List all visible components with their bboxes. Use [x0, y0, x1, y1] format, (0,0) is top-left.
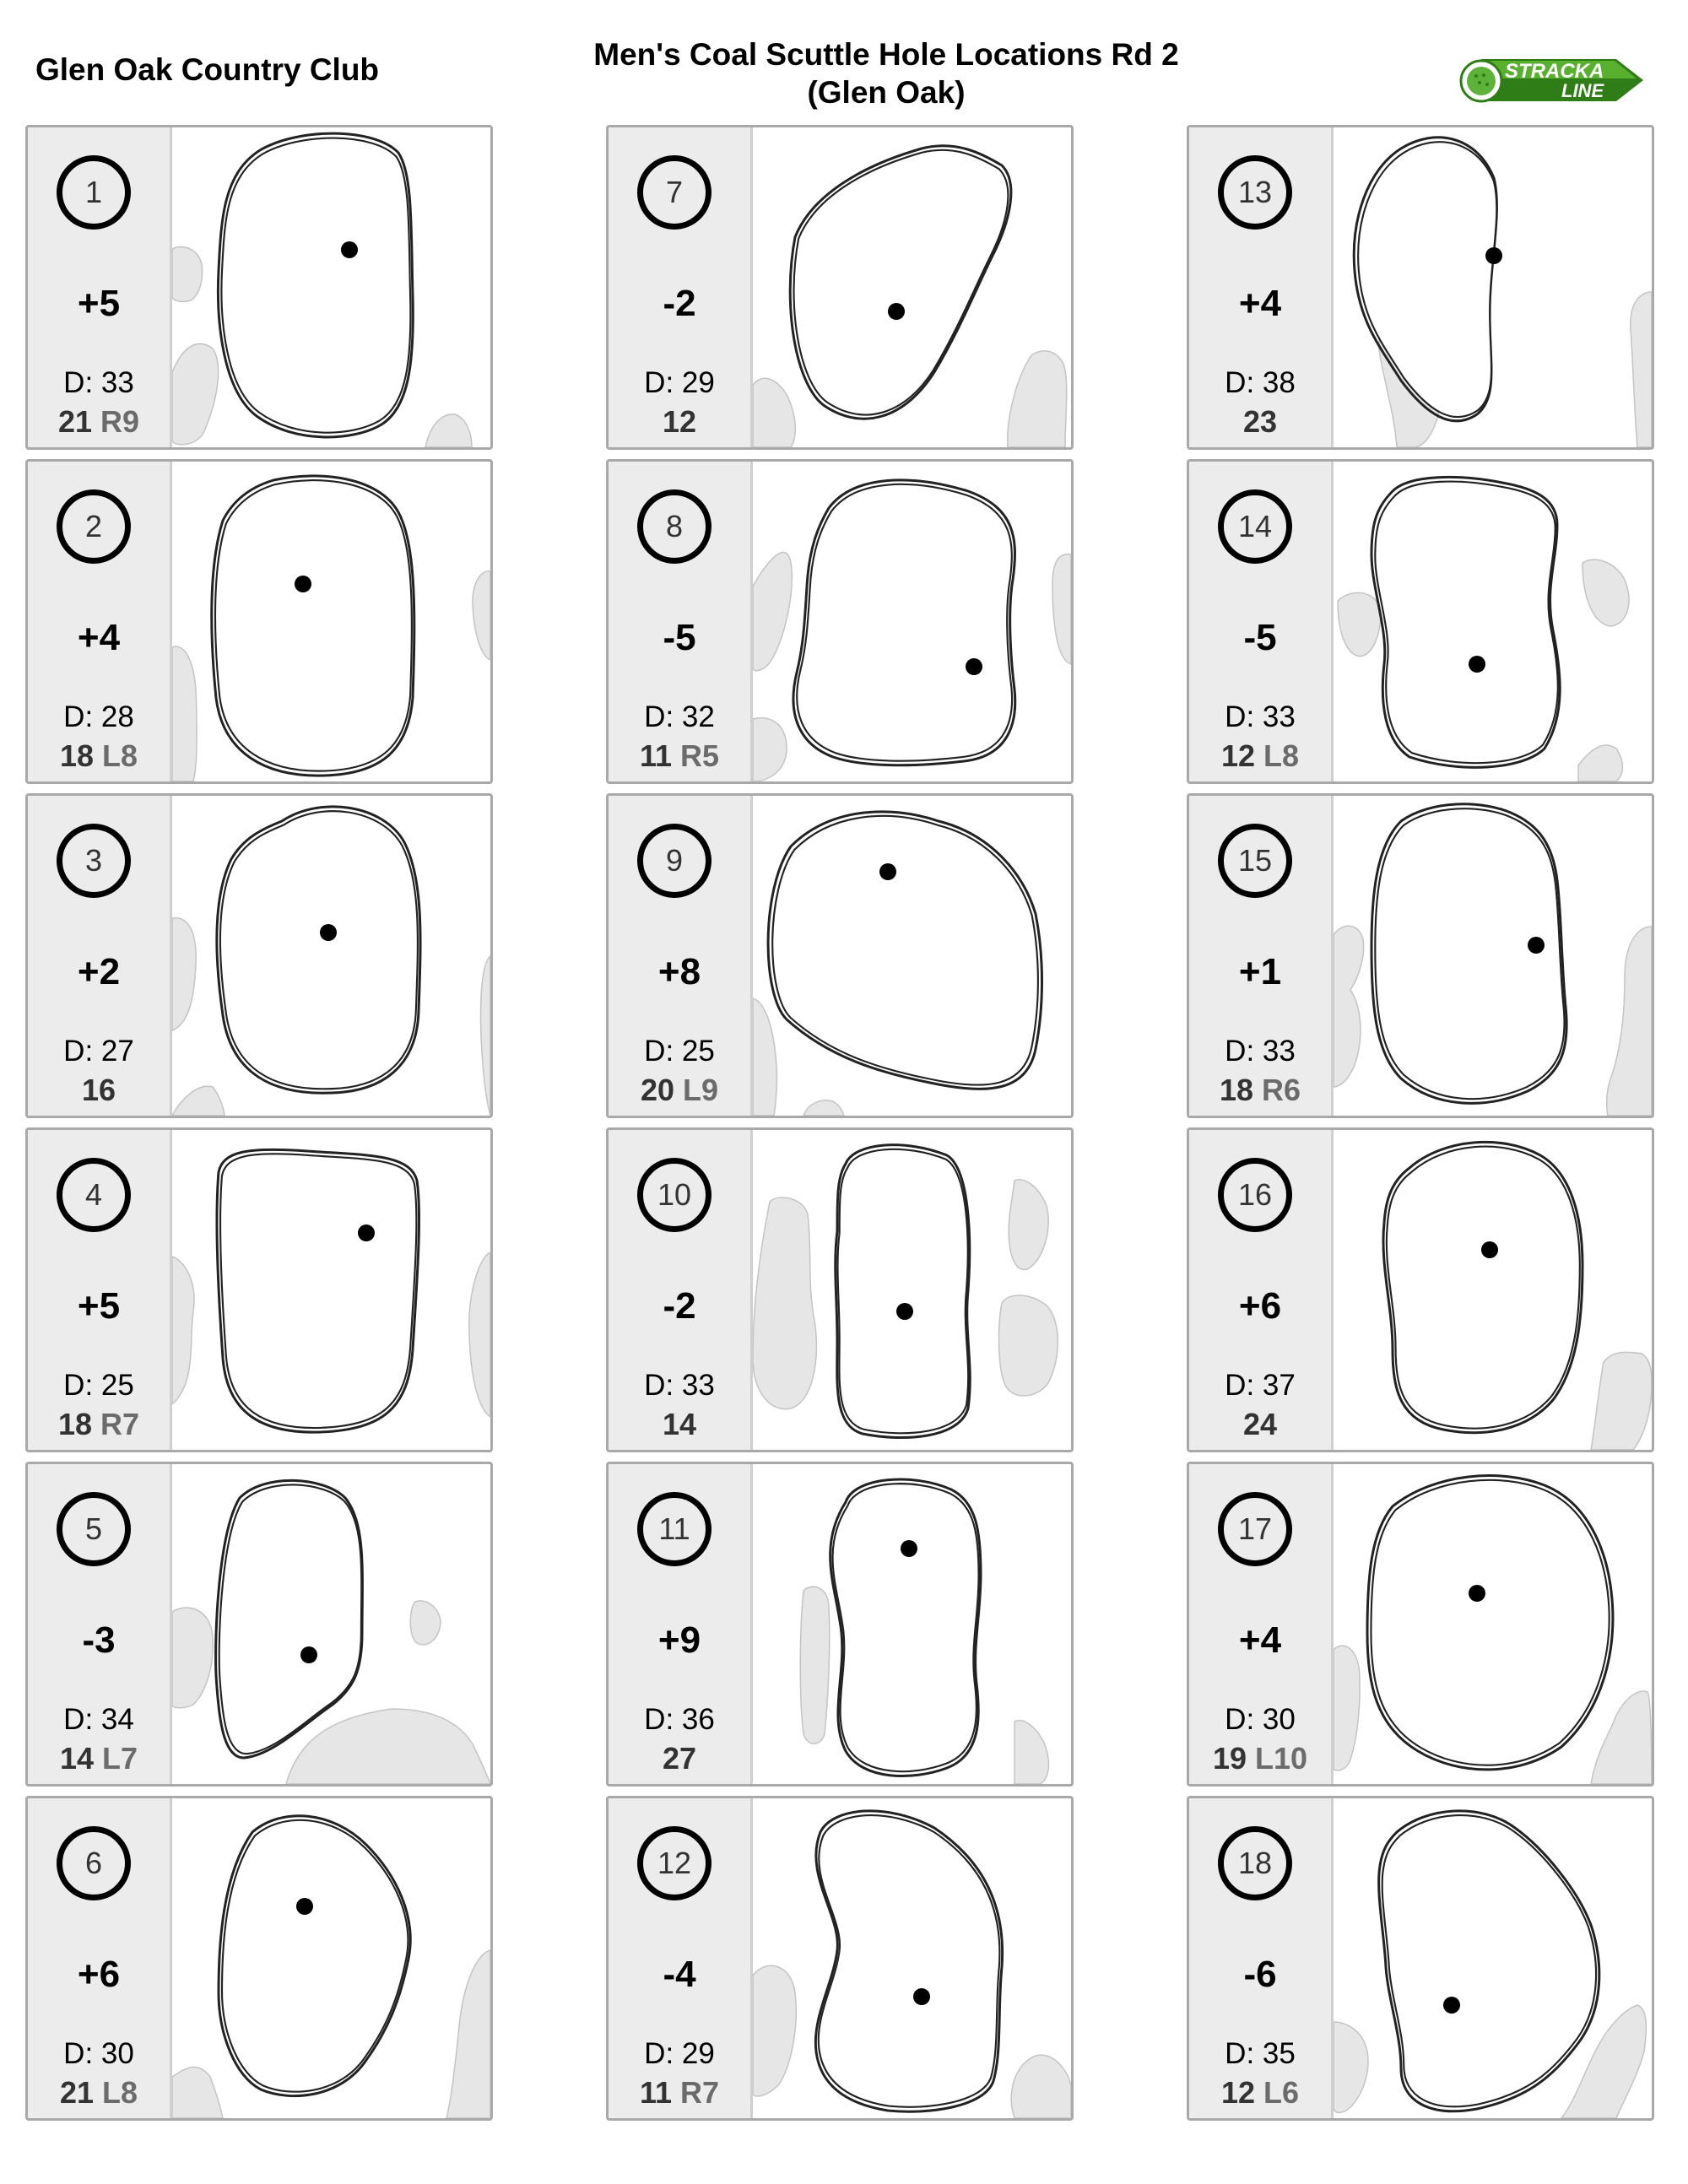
hole-number: 14 — [1218, 489, 1292, 564]
hole-card — [1187, 1796, 1654, 2121]
green-adjustment: +5 — [77, 1285, 121, 1327]
green-diagram — [1334, 127, 1652, 447]
green-depth: D: 28 — [63, 700, 134, 733]
bunker-shape — [172, 1608, 213, 1708]
hole-card — [1187, 1462, 1654, 1787]
pin-from-front: 14 — [59, 1741, 94, 1776]
green-adjustment: +5 — [77, 283, 121, 324]
pin-location — [1189, 2075, 1331, 2111]
pin-marker — [296, 1898, 313, 1915]
hole-info-panel — [28, 462, 172, 781]
hole-card — [1187, 793, 1654, 1118]
green-inner-outline — [819, 1815, 1000, 2107]
bunker-shape — [1008, 351, 1067, 447]
bunker-shape — [999, 1295, 1058, 1396]
green-depth: D: 38 — [1225, 366, 1296, 399]
bunker-shape — [800, 1587, 830, 1743]
pin-marker — [896, 1303, 913, 1320]
hole-info-panel — [1189, 1464, 1334, 1784]
green-diagram — [1334, 796, 1652, 1116]
green-inner-outline — [797, 484, 1012, 761]
green-inner-outline — [1358, 142, 1496, 417]
green-adjustment: +6 — [77, 1954, 121, 1995]
hole-number: 6 — [57, 1826, 131, 1900]
bunker-shape — [1009, 1180, 1048, 1270]
green-inner-outline — [1387, 1147, 1580, 1429]
bunker-shape — [172, 246, 203, 301]
hole-card — [25, 1127, 493, 1452]
bunker-shape — [172, 1257, 194, 1404]
pin-location — [1189, 1741, 1331, 1776]
pin-from-front: 20 — [640, 1073, 674, 1107]
green-inner-outline — [220, 1154, 416, 1428]
pin-from-front: 18 — [1219, 1073, 1253, 1107]
bunker-shape — [1591, 1691, 1652, 1784]
pin-location — [609, 2075, 750, 2111]
hole-info-panel — [28, 796, 172, 1116]
pin-from-side: R5 — [680, 738, 720, 773]
hole-card — [1187, 1127, 1654, 1452]
green-inner-outline — [221, 138, 410, 433]
pin-location — [28, 738, 170, 774]
bunker-shape — [753, 1197, 816, 1409]
pin-marker — [1528, 937, 1545, 954]
pin-from-front: 21 — [59, 2075, 94, 2110]
pin-marker — [913, 1988, 930, 2005]
pin-from-side: L10 — [1255, 1741, 1308, 1776]
green-adjustment: -3 — [82, 1619, 116, 1661]
green-adjustment: +4 — [1238, 283, 1282, 324]
pin-from-side: L8 — [102, 2075, 138, 2110]
hole-info-panel — [1189, 462, 1334, 781]
green-adjustment: -2 — [663, 1285, 696, 1327]
green-diagram — [172, 796, 490, 1116]
green-inner-outline — [833, 1484, 979, 1771]
bunker-shape — [1607, 927, 1652, 1116]
bunker-shape — [1338, 592, 1381, 656]
hole-info-panel — [609, 796, 753, 1116]
hole-number: 17 — [1218, 1492, 1292, 1566]
hole-info-panel — [1189, 1798, 1334, 2118]
green-depth: D: 30 — [63, 2037, 134, 2070]
green-diagram — [172, 1130, 490, 1450]
green-depth: D: 32 — [644, 700, 715, 733]
pin-marker — [1469, 1585, 1485, 1602]
pin-location — [609, 404, 750, 440]
pin-from-front: 21 — [57, 404, 92, 439]
pin-marker — [1485, 247, 1502, 264]
green-depth: D: 33 — [644, 1369, 715, 1402]
pin-from-front: 14 — [662, 1407, 697, 1441]
bunker-shape — [753, 378, 795, 447]
bunker-shape — [753, 1965, 796, 2096]
green-adjustment: +4 — [77, 617, 121, 658]
pin-from-side: R6 — [1262, 1073, 1301, 1107]
pin-location — [28, 2075, 170, 2111]
hole-card — [25, 1796, 493, 2121]
pin-from-side: L6 — [1263, 2075, 1300, 2110]
bunker-shape — [1334, 2022, 1368, 2112]
hole-info-panel — [609, 462, 753, 781]
green-inner-outline — [794, 150, 1009, 415]
bunker-shape — [1052, 554, 1071, 664]
pin-marker — [358, 1224, 375, 1241]
pin-from-front: 27 — [662, 1741, 697, 1776]
hole-number: 4 — [57, 1158, 131, 1232]
green-adjustment: -6 — [1243, 1954, 1277, 1995]
hole-card — [606, 1462, 1074, 1787]
bunker-shape — [1631, 292, 1652, 447]
hole-card — [25, 1462, 493, 1787]
green-diagram — [753, 796, 1071, 1116]
pin-from-side: L7 — [102, 1741, 138, 1776]
pin-from-side: R7 — [680, 2075, 720, 2110]
title-line-1: Men's Coal Scuttle Hole Locations Rd 2 — [593, 37, 1179, 72]
green-diagram — [172, 1798, 490, 2118]
green-depth: D: 35 — [1225, 2037, 1296, 2070]
pin-from-side: R9 — [100, 404, 140, 439]
green-diagram — [1334, 1798, 1652, 2118]
pin-marker — [1469, 656, 1485, 673]
bunker-shape — [1014, 1721, 1048, 1784]
bunker-shape — [753, 718, 787, 781]
green-inner-outline — [772, 816, 1038, 1085]
bunker-shape — [172, 2067, 223, 2118]
green-depth: D: 29 — [644, 366, 715, 399]
pin-location — [28, 1407, 170, 1442]
pin-from-front: 11 — [639, 2075, 672, 2110]
hole-info-panel — [1189, 1130, 1334, 1450]
green-depth: D: 34 — [63, 1703, 134, 1736]
green-depth: D: 29 — [644, 2037, 715, 2070]
bunker-shape — [410, 1601, 441, 1645]
bunker-shape — [172, 646, 197, 781]
pin-location — [1189, 404, 1331, 440]
bunker-shape — [753, 998, 776, 1116]
green-adjustment: +1 — [1238, 951, 1282, 992]
bunker-shape — [1578, 745, 1623, 781]
club-name: Glen Oak Country Club — [35, 52, 380, 87]
pin-location — [609, 1741, 750, 1776]
pin-marker — [1443, 1997, 1460, 2014]
hole-info-panel — [28, 1464, 172, 1784]
pin-location — [609, 1073, 750, 1108]
green-adjustment: +8 — [657, 951, 701, 992]
hole-number: 9 — [637, 824, 711, 898]
green-diagram — [753, 462, 1071, 781]
green-adjustment: -4 — [663, 1954, 696, 1995]
green-depth: D: 30 — [1225, 1703, 1296, 1736]
bunker-shape — [425, 414, 472, 447]
bunker-shape — [753, 553, 792, 671]
title-line-2: (Glen Oak) — [807, 75, 966, 110]
bunker-shape — [1582, 560, 1629, 626]
bunker-shape — [172, 918, 196, 1030]
hole-card — [1187, 125, 1654, 450]
pin-location — [1189, 1407, 1331, 1442]
hole-number: 3 — [57, 824, 131, 898]
green-inner-outline — [1375, 808, 1564, 1099]
hole-card — [606, 793, 1074, 1118]
hole-number: 12 — [637, 1826, 711, 1900]
pin-from-front: 24 — [1242, 1407, 1278, 1441]
hole-card — [25, 459, 493, 784]
green-adjustment: +4 — [1238, 1619, 1282, 1661]
pin-location — [609, 738, 750, 774]
hole-number: 13 — [1218, 155, 1292, 230]
green-diagram — [172, 127, 490, 447]
green-diagram — [753, 1464, 1071, 1784]
green-inner-outline — [220, 811, 418, 1089]
logo-text-line: LINE — [1561, 80, 1604, 101]
bunker-shape — [473, 571, 490, 660]
pin-marker — [888, 303, 905, 320]
bunker-shape — [481, 956, 490, 1116]
pin-location — [1189, 738, 1331, 774]
hole-number: 1 — [57, 155, 131, 230]
bunker-shape — [446, 1950, 490, 2118]
pin-marker — [966, 658, 982, 675]
green-diagram — [1334, 1464, 1652, 1784]
pin-marker — [901, 1540, 917, 1557]
pin-from-front: 18 — [59, 738, 94, 773]
hole-info-panel — [609, 1798, 753, 2118]
green-inner-outline — [1371, 1480, 1609, 1765]
green-depth: D: 25 — [63, 1369, 134, 1402]
bunker-shape — [469, 1252, 490, 1417]
pin-marker — [879, 863, 896, 880]
green-depth: D: 27 — [63, 1035, 134, 1068]
pin-from-side: R7 — [100, 1407, 140, 1441]
green-diagram — [1334, 462, 1652, 781]
pin-from-front: 12 — [1220, 2075, 1255, 2110]
bunker-shape — [1591, 1352, 1652, 1450]
pin-from-front: 23 — [1242, 404, 1278, 439]
hole-number: 2 — [57, 489, 131, 564]
pin-marker — [341, 241, 358, 258]
hole-card — [1187, 459, 1654, 784]
hole-info-panel — [28, 1130, 172, 1450]
pin-location — [28, 1741, 170, 1776]
pin-location — [28, 404, 170, 440]
hole-card — [25, 793, 493, 1118]
pin-from-front: 12 — [662, 404, 697, 439]
green-inner-outline — [219, 1484, 362, 1754]
green-diagram — [753, 1798, 1071, 2118]
pin-marker — [300, 1646, 317, 1663]
green-diagram — [172, 1464, 490, 1784]
logo-text-stracka: STRACKA — [1505, 60, 1604, 83]
hole-number: 5 — [57, 1492, 131, 1566]
green-depth: D: 33 — [1225, 700, 1296, 733]
green-inner-outline — [1382, 1815, 1596, 2106]
hole-info-panel — [609, 127, 753, 447]
pin-from-side: L8 — [102, 738, 138, 773]
hole-number: 18 — [1218, 1826, 1292, 1900]
pin-location — [1189, 1073, 1331, 1108]
green-adjustment: +2 — [77, 951, 121, 992]
hole-card — [606, 125, 1074, 450]
hole-number: 7 — [637, 155, 711, 230]
green-depth: D: 36 — [644, 1703, 715, 1736]
page-title — [506, 35, 1266, 111]
hole-number: 10 — [637, 1158, 711, 1232]
green-adjustment: -2 — [663, 283, 696, 324]
bunker-shape — [172, 343, 219, 444]
hole-card — [606, 459, 1074, 784]
pin-location — [28, 1073, 170, 1108]
stracka-line-logo — [1456, 51, 1643, 110]
pin-from-front: 19 — [1212, 1741, 1247, 1776]
pin-marker — [1481, 1241, 1498, 1258]
green-depth: D: 33 — [1225, 1035, 1296, 1068]
hole-card — [606, 1796, 1074, 2121]
pin-from-front: 16 — [81, 1073, 116, 1107]
green-diagram — [753, 127, 1071, 447]
green-depth: D: 25 — [644, 1035, 715, 1068]
green-adjustment: +6 — [1238, 1285, 1282, 1327]
pin-from-side: L8 — [1263, 738, 1300, 773]
green-diagram — [172, 462, 490, 781]
pin-location — [609, 1407, 750, 1442]
pin-from-front: 12 — [1220, 738, 1255, 773]
bunker-shape — [803, 1100, 844, 1116]
pin-marker — [295, 576, 311, 592]
pin-from-side: L9 — [683, 1073, 719, 1107]
green-inner-outline — [215, 480, 412, 771]
bunker-shape — [286, 1709, 490, 1784]
bunker-shape — [1334, 1646, 1360, 1770]
hole-info-panel — [1189, 127, 1334, 447]
hole-info-panel — [609, 1130, 753, 1450]
hole-info-panel — [609, 1464, 753, 1784]
hole-info-panel — [28, 1798, 172, 2118]
hole-number: 11 — [637, 1492, 711, 1566]
green-diagram — [753, 1130, 1071, 1450]
bunker-shape — [1334, 926, 1364, 1087]
hole-number: 8 — [637, 489, 711, 564]
pin-from-front: 18 — [57, 1407, 92, 1441]
green-depth: D: 37 — [1225, 1369, 1296, 1402]
green-diagram — [1334, 1130, 1652, 1450]
pin-marker — [320, 924, 337, 941]
green-adjustment: +9 — [657, 1619, 701, 1661]
hole-number: 15 — [1218, 824, 1292, 898]
green-inner-outline — [837, 1149, 968, 1433]
green-depth: D: 33 — [63, 366, 134, 399]
pin-from-front: 11 — [639, 738, 672, 773]
bunker-shape — [172, 1086, 225, 1116]
bunker-shape — [1011, 2055, 1071, 2118]
green-adjustment: -5 — [1243, 617, 1277, 658]
hole-info-panel — [1189, 796, 1334, 1116]
green-inner-outline — [1375, 482, 1557, 764]
green-adjustment: -5 — [663, 617, 696, 658]
hole-card — [25, 125, 493, 450]
hole-info-panel — [28, 127, 172, 447]
hole-number: 16 — [1218, 1158, 1292, 1232]
hole-card — [606, 1127, 1074, 1452]
